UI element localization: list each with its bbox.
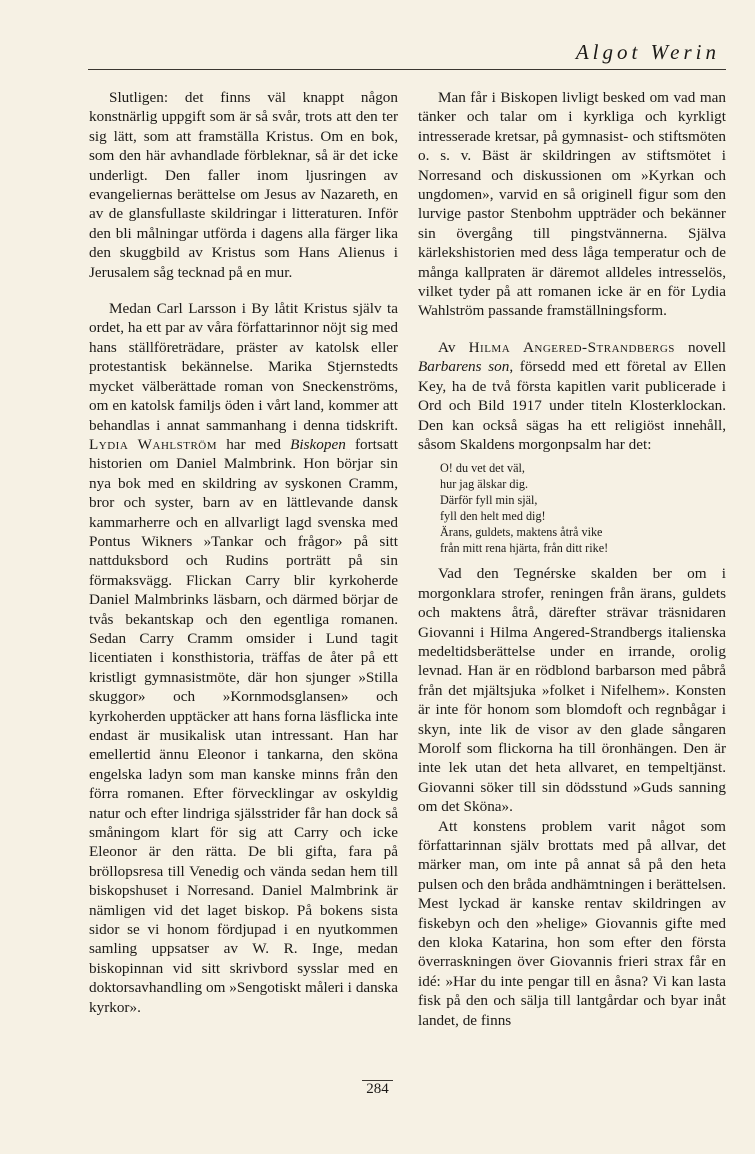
- author-name: Hilma Angered-Strandbergs: [468, 338, 675, 356]
- poem-line: fyll den helt med dig!: [440, 509, 546, 524]
- poem-line: O! du vet det väl,: [440, 461, 525, 476]
- paragraph: Att konstens problem varit något som författarinnan själv brottats med på allvar, det märker man, om inte på annat så på den heta pulsen och den bråda andhämtningen i berättelsen. Mest lyckad är kanske rentav skildringen av fiskebyn och den »helige» Giovannis gifte med den kloka Katarina, hon som efter den första överraskningen över Giovannis frieri strax får en idé: »Har du inte pengar till en åsna? Vi kan lasta fisk på den och sälja till lantgårdar och byar inåt landet, de finns: [418, 817, 726, 1029]
- paragraph: Man får i Biskopen livligt besked om vad man tänker och talar om i kyrkliga och kyrkligt intresserade kretsar, på gymnasist- och stiftsmöten o. s. v. Bäst är skildringen av stiftsmötet i Norresand och diskussionen om »Kyrkan och ungdomen», varvid en så originell figur som den lurvige pastor Stenbohm uppträder och bekänner sin övergång till pingstvännerna. Själva kärlekshistorien med dess låga temperatur och de många kallpraten är däremot alldeles intresselös, vilket tyder på att romanen icke är en för Lydia Wahlström passande framställningsform.: [418, 89, 726, 320]
- running-header: Algot Werin: [575, 40, 720, 64]
- poem-line: hur jag älskar dig.: [440, 477, 528, 492]
- poem-line: Ärans, guldets, maktens åtrå vike: [440, 525, 603, 540]
- paragraph: Medan Carl Larsson i By låtit Kristus själv ta ordet, ha ett par av våra författarinnor nöjt sig med hans ställföreträdare, präster av katolsk eller protestantisk bekännelse. Marika Stjernstedts mycket välberättade roman von Sneckenströms, om en katolsk familjs öden i vårt land, kommer att behandlas i annat sammanhang i denna tidskrift. Lydia Wahlström har med Biskopen fortsatt historien om Daniel Malmbrink. Hon börjar sin nya bok med en skildring av syskonen Cramm, bror och syster, barn av en lättlevande dansk kammarherre och en allvarligt lagd svenska med Pontus Wikners »Tankar och frågor» på sitt nattduksbord och Rudins porträtt på sin förmaksvägg. Flickan Carry blir kyrkoherde Daniel Malmbrinks läsbarn, och därmed börjar de tvås bekantskap och den egentliga romanen. Sedan Carry Cramm omsider i Lund tagit licentiaten i konsthistoria, träffas de åter på ett kristligt gymnasistmöte, där hon sjunger »Stilla skuggor» och »Kornmodsglansen» och kyrkoherden upptäcker att hans forna läsflicka inte endast är musikalisk utan intressant. Han har emellertid ännu Eleonor i tankarna, den sköna engelska ladyn som man kanske minns från den förra romanen. Efter förvecklingar av oskyldig natur och efter lindriga själsstrider får han dock så småningom klart för sig att Carry och icke Eleonor är den rätta. De bli gifta, fara på bröllopsresa till Venedig och vända sedan hem till biskopshuset i Norresand. Daniel Malmbrink är nämligen vid det laget biskop. På bokens sista sidor se vi honom fördjupad i en nyutkommen samling uppsatser av W. R. Inge, medan biskopinnan vid sitt skrivbord sysslar med en doktorsavhandling om »Sengotiskt måleri i danska kyrkor».: [89, 300, 398, 1016]
- book-title: Biskopen: [290, 435, 346, 453]
- right-column: [418, 88, 726, 1030]
- page-number: 284: [0, 1081, 755, 1098]
- paragraph: Slutligen: det finns väl knappt någon konstnärlig uppgift som är så svår, trots att den ter sig lätt, som att framställa Kristus. Om en bok, som den här avhandlade förbleknar, så är det icke underligt. Den faller inom ljusringen av evangeliernas berättelse om Jesus av Nazareth, en av de glansfullaste skildringar i litteraturen. Inför den bli målningar utförda i dagens alla färger lika den skuggbild av Kristus som Hans Alienus i Jerusalem såg tecknad på en mur.: [89, 89, 398, 281]
- poem-line: Därför fyll min själ,: [440, 493, 538, 508]
- book-title: Barbarens son: [418, 358, 510, 376]
- paragraph: Av Hilma Angered-Strandbergs novell Barbarens son, försedd med ett företal av Ellen Key, ha de två första kapitlen varit publicerade i Ord och Bild 1917 under titeln Klosterklockan. Den kan också sägas ha ett religiöst innehåll, såsom Skaldens morgonpsalm har det:: [418, 338, 726, 453]
- paragraph: Vad den Tegnérske skalden ber om i morgonklara strofer, reningen från ärans, guldets och maktens åtrå, därefter strävar träsnidaren Giovanni i Hilma Angered-Strandbergs italienska medeltidsberättelse under en irrande, orolig levnad. Han är en rödblond barbarson med påbrå från det mjältsjuka »folket i Nifelhem». Konsten är inte för honom som blomdoft och regnbågar i skyn, inte lik de visor av den glade sångaren Morolf som flickorna ha till öronhängen. Den är inte lek utan det heta allvaret, en tempeltjänst. Giovanni söker till sin dödsstund »Guds sanning om det Sköna».: [418, 565, 726, 816]
- author-name: Lydia Wahlström: [89, 435, 218, 453]
- header-rule: [88, 69, 726, 70]
- poem-line: från mitt rena hjärta, från ditt rike!: [440, 541, 609, 556]
- poem: [440, 460, 726, 556]
- left-column: [89, 88, 398, 1017]
